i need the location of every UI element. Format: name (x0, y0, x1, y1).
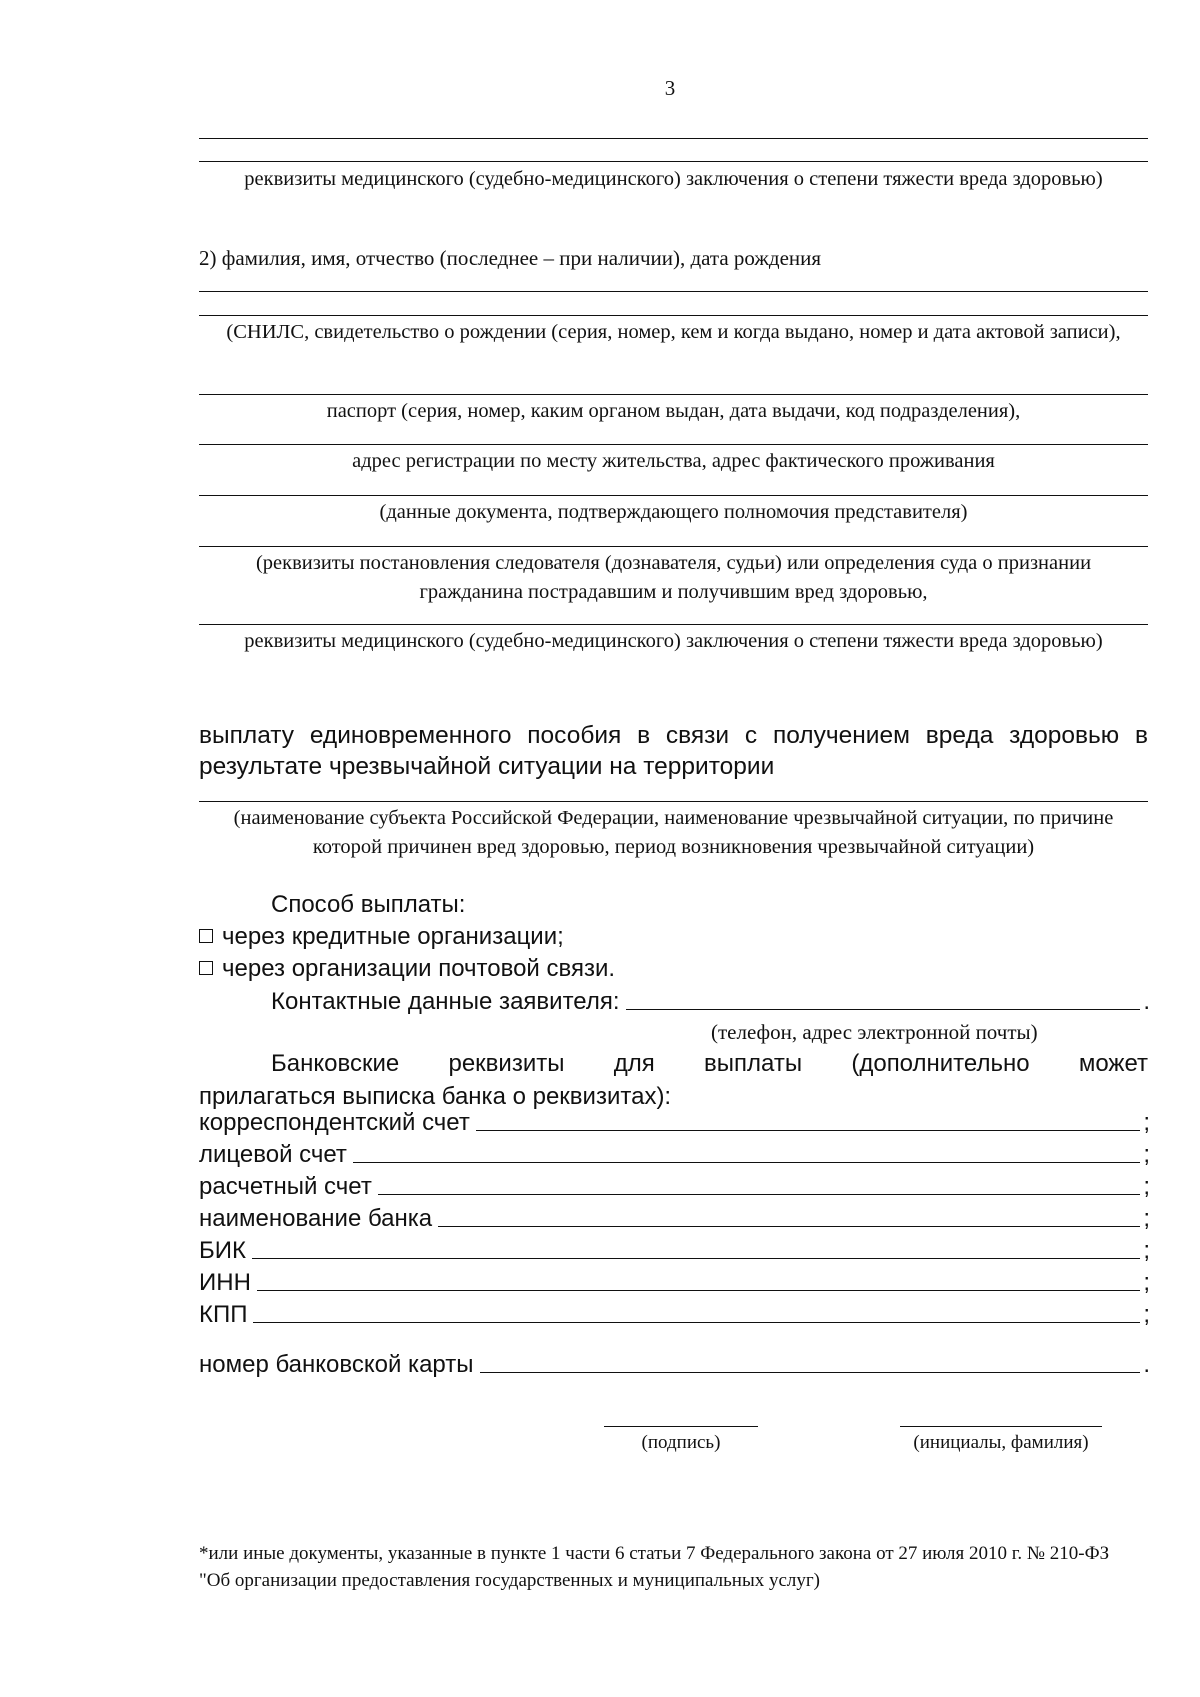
bank-card-end: . (1143, 1351, 1150, 1378)
bank-field-row (199, 1296, 1150, 1330)
blank-line[interactable] (199, 801, 1148, 802)
caption-snils: (СНИЛС, свидетельство о рождении (серия, номер, кем и когда выдано, номер и дата актовой записи), (226, 321, 1121, 343)
caption-representative: (данные документа, подтверждающего полномочия представителя) (379, 501, 968, 523)
caption-resolution: (реквизиты постановления следователя (дознавателя, судьи) или определения суда о признании гражданина пострадавшим и получившим вред здоровью, (255, 552, 1092, 603)
bank-field-label: БИК (199, 1237, 246, 1264)
blank-line[interactable] (199, 394, 1148, 395)
contacts-caption: (телефон, адрес электронной почты) (711, 1020, 1038, 1044)
checkbox[interactable] (199, 961, 213, 975)
bank-field-end: ; (1143, 1173, 1150, 1200)
bank-field-end: ; (1143, 1269, 1150, 1296)
blank-line[interactable] (199, 624, 1148, 625)
bank-field-row (199, 1232, 1150, 1266)
bank-field-row (199, 1264, 1150, 1298)
signature-caption: (подпись) (641, 1432, 721, 1453)
name-line[interactable] (900, 1426, 1102, 1427)
bank-field-label: ИНН (199, 1269, 251, 1296)
caption-passport: паспорт (серия, номер, каким органом выдан, дата выдачи, код подразделения), (326, 400, 1021, 422)
contacts-label: Контактные данные заявителя: (271, 988, 620, 1015)
bank-field-input[interactable] (353, 1136, 1140, 1163)
bank-field-end: ; (1143, 1237, 1150, 1264)
request-text: выплату единовременного пособия в связи с получением вреда здоровью в результате чрезвычайной ситуации на территории (199, 722, 1148, 780)
caption-medical-conclusion-2: реквизиты медицинского (судебно-медицинского) заключения о степени тяжести вреда здоровью) (244, 630, 1103, 652)
signature-line[interactable] (604, 1426, 758, 1427)
bank-intro-line2: прилагаться выписка банка о реквизитах): (199, 1083, 672, 1110)
contacts-field[interactable] (626, 983, 1141, 1010)
payment-heading: Способ выплаты: (271, 891, 466, 918)
contacts-end: . (1143, 988, 1150, 1015)
bank-field-input[interactable] (252, 1232, 1140, 1259)
bank-field-end: ; (1143, 1301, 1150, 1328)
bank-card-label: номер банковской карты (199, 1351, 474, 1378)
footnote: *или иные документы, указанные в пункте 1 части 6 статьи 7 Федерального закона от 27 июля 2010 г. № 210-ФЗ "Об организации предоставления государственных и муниципальных услуг) (199, 1543, 1110, 1591)
blank-line[interactable] (199, 291, 1148, 292)
payment-option-label: через организации почтовой связи. (222, 955, 616, 982)
bank-field-row (199, 1200, 1150, 1234)
bank-field-input[interactable] (438, 1200, 1140, 1227)
bank-field-input[interactable] (476, 1104, 1140, 1131)
caption-medical-conclusion: реквизиты медицинского (судебно-медицинского) заключения о степени тяжести вреда здоровью) (244, 168, 1103, 190)
bank-card-row (199, 1346, 1150, 1380)
blank-line[interactable] (199, 138, 1148, 139)
bank-field-end: ; (1143, 1141, 1150, 1168)
bank-field-end: ; (1143, 1205, 1150, 1232)
blank-line[interactable] (199, 315, 1148, 316)
page-number: 3 (664, 76, 676, 100)
payment-option-credit[interactable] (199, 922, 564, 952)
blank-line[interactable] (199, 495, 1148, 496)
bank-field-input[interactable] (253, 1296, 1140, 1323)
bank-card-field[interactable] (480, 1346, 1141, 1373)
bank-field-input[interactable] (378, 1168, 1141, 1195)
bank-intro-line1: Банковские реквизиты для выплаты (дополнительно может (271, 1050, 1148, 1077)
bank-field-label: расчетный счет (199, 1173, 372, 1200)
bank-field-label: КПП (199, 1301, 248, 1328)
bank-field-input[interactable] (257, 1264, 1140, 1291)
bank-field-row (199, 1168, 1150, 1202)
checkbox[interactable] (199, 929, 213, 943)
bank-field-label: лицевой счет (199, 1141, 347, 1168)
bank-field-label: корреспондентский счет (199, 1109, 470, 1136)
blank-line[interactable] (199, 444, 1148, 445)
bank-field-label: наименование банка (199, 1205, 433, 1232)
person2-intro: 2) фамилия, имя, отчество (последнее – при наличии), дата рождения (199, 246, 822, 270)
contacts-row (271, 983, 1150, 1017)
payment-option-label: через кредитные организации; (222, 923, 564, 950)
name-caption: (инициалы, фамилия) (913, 1432, 1089, 1453)
blank-line[interactable] (199, 161, 1148, 162)
payment-option-post[interactable] (199, 954, 615, 984)
blank-line[interactable] (199, 546, 1148, 547)
caption-address: адрес регистрации по месту жительства, адрес фактического проживания (352, 450, 995, 472)
caption-emergency: (наименование субъекта Российской Федерации, наименование чрезвычайной ситуации, по причине которой причинен вред здоровью, период возникновения чрезвычайной ситуации) (233, 807, 1114, 858)
bank-field-end: ; (1143, 1109, 1150, 1136)
bank-field-row (199, 1136, 1150, 1170)
bank-field-row (199, 1104, 1150, 1138)
